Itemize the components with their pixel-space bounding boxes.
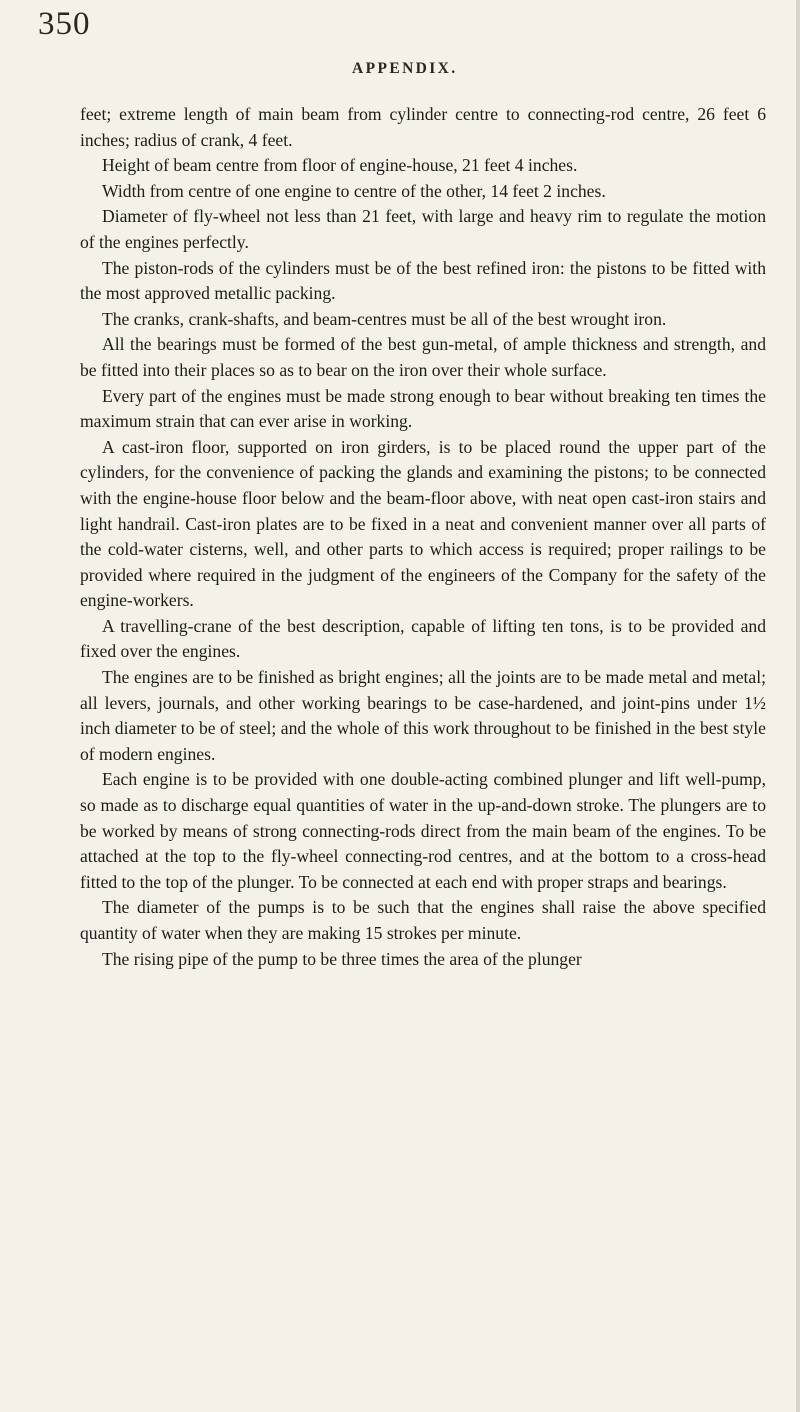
paragraph-piston-rods: The piston-rods of the cylinders must be of the best refined iron: the pistons to be fitted with the most approved metallic packing. (80, 257, 766, 304)
paragraph-travelling-crane: A travelling-crane of the best description, capable of lifting ten tons, is to be provided and fixed over the engines. (80, 615, 766, 662)
paragraph-pump-diameter: The diameter of the pumps is to be such that the engines shall raise the above specified quantity of water when they are making 15 strokes per minute. (80, 897, 766, 943)
page-number: 350 (38, 6, 91, 42)
paragraph-engine-width: Width from centre of one engine to centre of the other, 14 feet 2 inches. (102, 180, 606, 201)
paragraph-fly-wheel: Diameter of fly-wheel not less than 21 feet, with large and heavy rim to regulate the motion of the engines perfectly. (80, 206, 766, 252)
page-edge-shadow (796, 0, 800, 1412)
paragraph-cast-iron-floor: A cast-iron floor, supported on iron girders, is to be placed round the upper part of the cylinders, for the convenience of packing the glands and examining the pistons; to be connected with the engine-house floor below and the beam-floor above, with neat open cast-iron stairs and light handrail. Cast-iron plates are to be fixed in a neat and convenient manner over all parts of the cold-water cisterns, well, and other parts to which access is required; proper railings to be provided where required in the judgment of the engineers of the Company for the safety of the engine-workers. (80, 436, 766, 611)
paragraph-rising-pipe: The rising pipe of the pump to be three times the area of the plunger (102, 948, 582, 969)
paragraph-beam-length: feet; extreme length of main beam from cylinder centre to connecting-rod centre, 26 feet 6 inches; radius of crank, 4 feet. (80, 104, 766, 150)
paragraph-bearings: All the bearings must be formed of the best gun-metal, of ample thickness and strength, and be fitted into their places so as to bear on the iron over their whole surface. (80, 334, 766, 380)
paragraph-finish: The engines are to be finished as bright engines; all the joints are to be made metal and metal; all levers, journals, and other working bearings to be case-hardened, and joint-pins under 1½ inch diameter to be of steel; and the whole of this work throughout to be finished in the best style of modern engines. (80, 667, 766, 764)
paragraph-well-pump: Each engine is to be provided with one double-acting combined plunger and lift well-pump, so made as to discharge equal quantities of water in the up-and-down stroke. The plungers are to be worked by means of strong connecting-rods direct from the main beam of the engines. To be attached at the top to the fly-wheel connecting-rod centres, and at the bottom to a cross-head fitted to the top of the plunger. To be connected at each end with proper straps and bearings. (80, 769, 766, 892)
paragraph-beam-height: Height of beam centre from floor of engine-house, 21 feet 4 inches. (102, 155, 578, 176)
paragraph-cranks: The cranks, crank-shafts, and beam-centres must be all of the best wrought iron. (102, 308, 667, 329)
paragraph-strength: Every part of the engines must be made strong enough to bear without breaking ten times the maximum strain that can ever arise in working. (80, 385, 766, 432)
running-title: APPENDIX. (352, 60, 458, 77)
body-text (80, 102, 766, 972)
